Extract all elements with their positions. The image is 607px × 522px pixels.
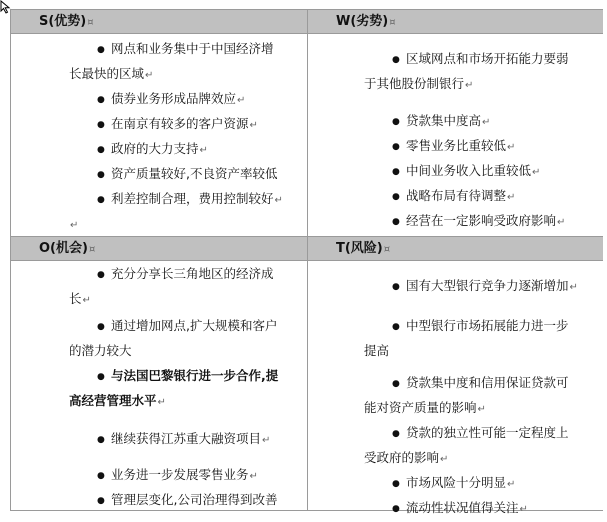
list-item: ● 在南京有较多的客户资源↵ xyxy=(97,116,258,131)
list-item: ● 管理层变化,公司治理得到改善 xyxy=(97,492,278,507)
list-item: ● 贷款集中度高↵ xyxy=(392,113,491,128)
list-item: ● 通过增加网点,扩大规模和客户 xyxy=(97,318,278,333)
list-item-continuation: 能对资产质量的影响↵ xyxy=(364,400,486,415)
list-item: ● 市场风险十分明显↵ xyxy=(392,475,516,490)
list-item-continuation: 于其他股份制银行↵ xyxy=(364,76,474,91)
list-item: ● 业务进一步发展零售业务↵ xyxy=(97,467,258,482)
list-item: ● 贷款的独立性可能一定程度上 xyxy=(392,425,569,440)
list-item: ● 区域网点和市场开拓能力要弱 xyxy=(392,51,569,66)
list-item: ● 中型银行市场拓展能力进一步 xyxy=(392,318,569,333)
list-item: ● 债券业务形成品牌效应↵ xyxy=(97,91,246,106)
list-item-continuation: 受政府的影响↵ xyxy=(364,450,449,465)
list-item: ● 政府的大力支持↵ xyxy=(97,141,208,156)
list-item: ● 继续获得江苏重大融资项目↵ xyxy=(97,431,271,446)
list-item-continuation: 高经营管理水平↵ xyxy=(69,393,166,408)
swot-table xyxy=(10,9,603,515)
list-item-continuation: 长最快的区域↵ xyxy=(69,66,154,81)
list-item: ● 中间业务收入比重较低↵ xyxy=(392,163,541,178)
list-item: ● 战略布局有待调整↵ xyxy=(392,188,516,203)
list-item: ● 网点和业务集中于中国经济增 xyxy=(97,41,274,56)
list-item-continuation: 的潜力较大 xyxy=(69,343,132,358)
header-weaknesses: W(劣势)¤ xyxy=(308,10,603,34)
list-item: ● 利差控制合理，费用控制较好↵ xyxy=(97,191,283,206)
empty-paragraph: ↵ xyxy=(70,220,79,231)
list-item: ● 资产质量较好,不良资产率较低 xyxy=(97,166,278,181)
list-item: ● 国有大型银行竞争力逐渐增加↵ xyxy=(392,278,578,293)
list-item-bold: ● 与法国巴黎银行进一步合作,提 xyxy=(97,368,279,383)
list-item: ● 经营在一定影响受政府影响↵ xyxy=(392,213,566,228)
list-item: ● 贷款集中度和信用保证贷款可 xyxy=(392,375,569,390)
list-item: ● 流动性状况值得关注↵ xyxy=(392,500,528,515)
header-opportunities: O(机会)¤ xyxy=(11,236,307,261)
list-item-continuation: 提高 xyxy=(364,343,390,358)
header-weaknesses-label: W(劣势) xyxy=(336,14,389,29)
header-opportunities-label: O(机会) xyxy=(39,241,88,256)
header-strengths-label: S(优势) xyxy=(39,14,87,29)
header-strengths: S(优势)¤ xyxy=(11,10,307,34)
list-item: ● 充分分享长三角地区的经济成 xyxy=(97,266,274,281)
header-threats-label: T(风险) xyxy=(336,241,383,256)
list-item-continuation: 长↵ xyxy=(69,291,91,306)
list-item: ● 零售业务比重较低↵ xyxy=(392,138,516,153)
header-threats: T(风险)¤ xyxy=(308,236,603,261)
